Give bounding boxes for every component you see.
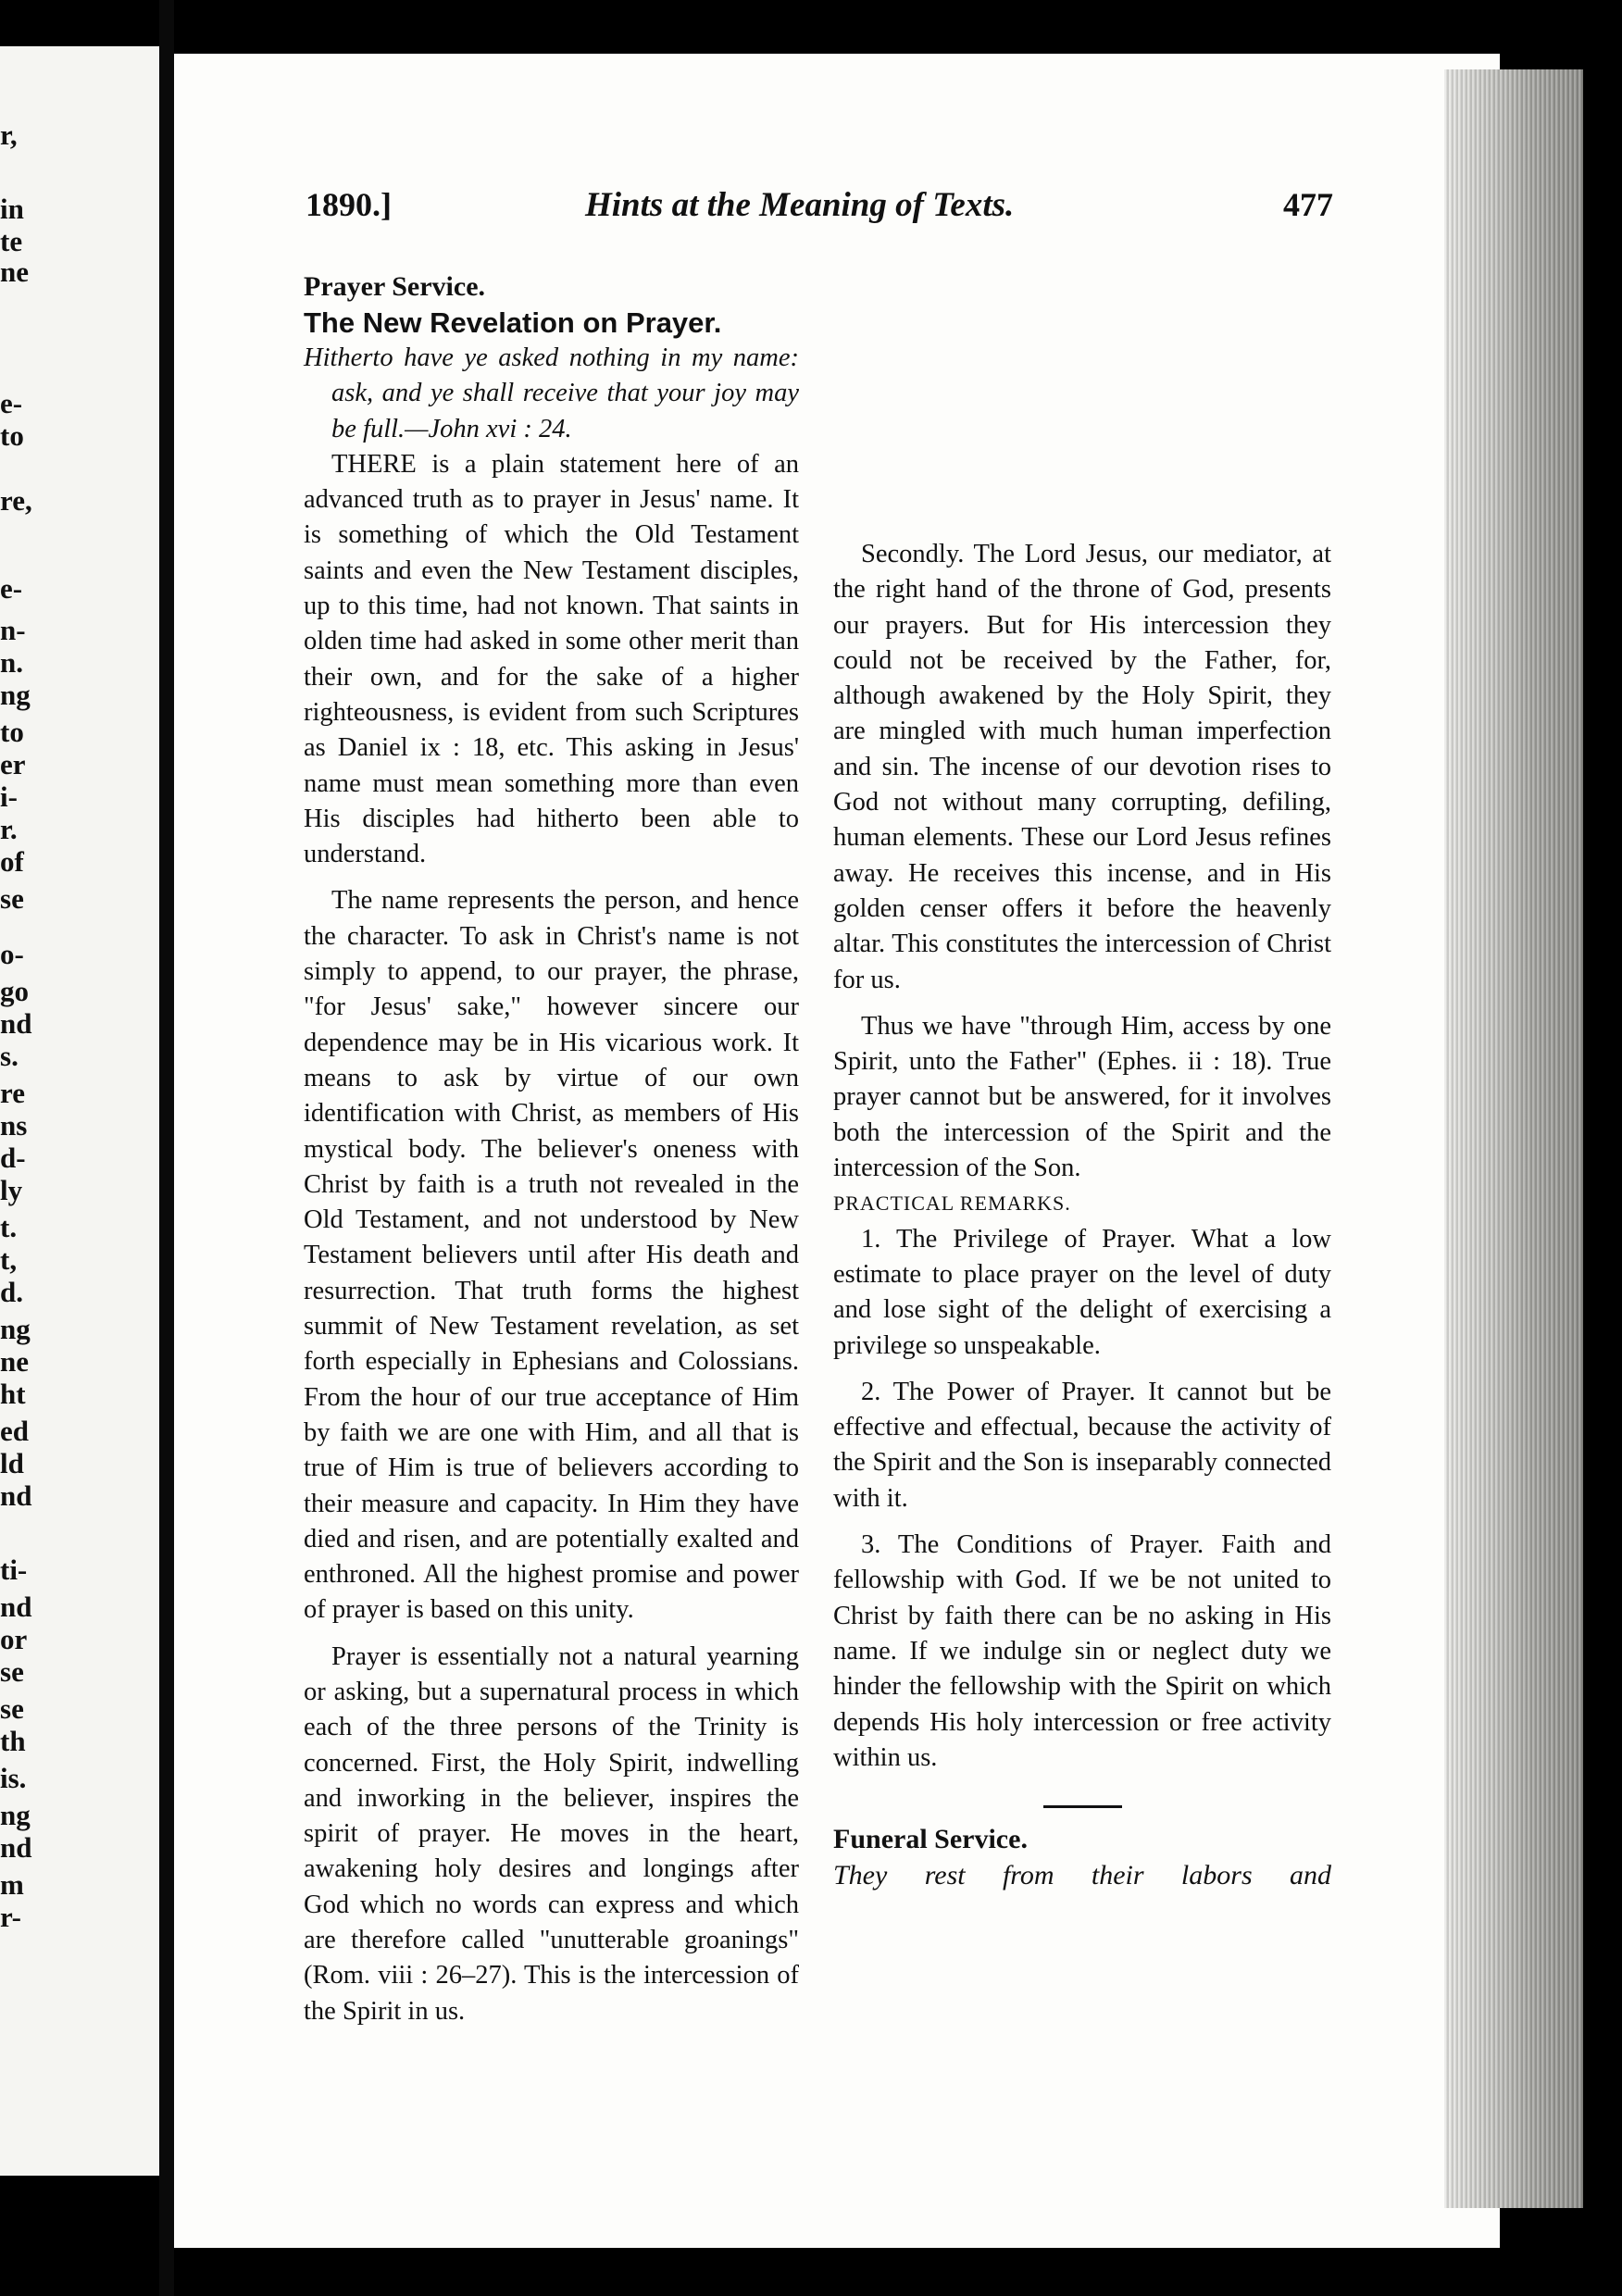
- page-number: 477: [1283, 186, 1333, 223]
- margin-fragment: m: [0, 1868, 24, 1901]
- margin-fragment: e-: [0, 387, 23, 419]
- margin-fragment: re,: [0, 484, 32, 517]
- paragraph-5: Thus we have "through Him, access by one Spirit, unto the Father" (Ephes. ii : 18). True prayer cannot but be answered, for it involves both the intercession of the Spirit and the intercession of the Son.: [833, 1011, 1331, 1183]
- margin-fragment: o-: [0, 938, 24, 970]
- margin-fragment: th: [0, 1725, 26, 1757]
- text-epigraph: Hitherto have ye asked nothing in my name: ask, and ye shall receive that your joy may be full.—John xvi : 24.: [304, 343, 799, 443]
- margin-fragment: or: [0, 1623, 28, 1655]
- margin-fragment: ng: [0, 679, 31, 711]
- margin-fragment: ne: [0, 1345, 29, 1378]
- practical-remarks-heading: PRACTICAL REMARKS.: [833, 1192, 1071, 1216]
- previous-page-edge: [0, 46, 162, 2176]
- margin-fragment: go: [0, 975, 29, 1007]
- running-header: [306, 185, 1333, 231]
- book-gutter: [159, 0, 174, 2296]
- paragraph-3: Prayer is essentially not a natural yearning or asking, but a supernatural process in which each of the three persons of the Trinity is concerned. First, the Holy Spirit, indwelling and inworking in the believer, inspires the spirit of prayer. He moves in the heart, awakening holy desires and longings after God which no words can express and which are therefore called "unutterable groanings" (Rom. viii : 26–27). This is the intercession of the Spirit in us.: [304, 1641, 799, 2026]
- margin-fragment: d.: [0, 1276, 23, 1308]
- margin-fragment: ed: [0, 1415, 29, 1447]
- margin-fragment: se: [0, 1692, 24, 1725]
- margin-fragment: is.: [0, 1762, 27, 1794]
- prayer-service-subtitle: The New Revelation on Prayer.: [304, 306, 722, 339]
- header-running-title: Hints at the Meaning of Texts.: [585, 186, 1015, 224]
- header-year: 1890.]: [306, 186, 392, 223]
- margin-fragment: ti-: [0, 1554, 28, 1586]
- margin-fragment: se: [0, 1655, 24, 1688]
- paragraph-1: THERE is a plain statement here of an advanced truth as to prayer in Jesus' name. It is something of which the Old Testament saints and even the New Testament disciples, up to this time, had not known. That saints in olden time had asked in some other merit than their own, and for the sake of a higher righteousness, is evident from such Scriptures as Daniel ix : 18, etc. This asking in Jesus' name must mean something more than even His disciples had hitherto been able to understand.: [304, 449, 799, 869]
- margin-fragment: nd: [0, 1007, 32, 1040]
- page-block-edge: [1444, 69, 1583, 2208]
- margin-fragment: of: [0, 845, 24, 878]
- margin-fragment: nd: [0, 1831, 32, 1864]
- margin-fragment: t.: [0, 1211, 18, 1243]
- margin-fragment: ns: [0, 1109, 28, 1142]
- margin-fragment: re: [0, 1077, 25, 1109]
- paragraph-4: Secondly. The Lord Jesus, our mediator, at the right hand of the throne of God, presents our prayers. But for His intercession they could not be received by the Father, for, although awakened by the Holy Spirit, they are mingled with much human imperfection and sin. The incense of our devotion rises to God not without many corrupting, defiling, human elements. These our Lord Jesus refines away. He receives this incense, and in His golden censer offers it before the heavenly altar. This constitutes the intercession of Christ for us.: [833, 540, 1331, 994]
- remark-2: 2. The Power of Prayer. It cannot but be effective and effectual, because the activity of the Spirit and the Son is inseparably connected with it.: [833, 1377, 1331, 1513]
- margin-fragment: to: [0, 419, 24, 452]
- prayer-service-title: Prayer Service.: [304, 271, 486, 302]
- margin-fragment: r.: [0, 813, 18, 845]
- margin-fragment: t,: [0, 1243, 18, 1276]
- margin-fragment: r-: [0, 1901, 21, 1933]
- margin-fragment: nd: [0, 1479, 32, 1512]
- right-column: [833, 268, 1331, 1893]
- margin-fragment: ng: [0, 1799, 31, 1831]
- margin-fragment: ng: [0, 1313, 31, 1345]
- margin-fragment: s.: [0, 1040, 19, 1072]
- margin-fragment: nd: [0, 1591, 32, 1623]
- funeral-epigraph: They rest from their labors and: [833, 1860, 1331, 1891]
- margin-fragment: ne: [0, 256, 29, 288]
- margin-fragment: er: [0, 748, 26, 780]
- margin-fragment: d-: [0, 1142, 26, 1174]
- margin-fragment: ht: [0, 1378, 26, 1410]
- paragraph-2: The name represents the person, and hence the character. To ask in Christ's name is not simply to append, to our prayer, the phrase, "for Jesus' sake," however sincere our dependence may be in His vicarious work. It means to ask by virtue of our own identification with Christ, as members of His mystical body. The believer's oneness with Christ by faith is a truth not revealed in the Old Testament, and not understood by New Testament believers until after His death and resurrection. That truth forms the highest summit of New Testament revelation, as set forth especially in Ephesians and Colossians. From the hour of our true acceptance of Him by faith we are one with Him, and all that is true of Him is true of believers according to their measure and capacity. In Him they have died and risen, and are potentially exalted and enthroned. All the highest promise and power of prayer is based on this unity.: [304, 886, 799, 1625]
- margin-fragment: ly: [0, 1174, 23, 1206]
- section-divider: [1043, 1805, 1122, 1808]
- margin-fragment: to: [0, 716, 24, 748]
- funeral-service-title: Funeral Service.: [833, 1824, 1028, 1855]
- margin-fragment: n-: [0, 614, 26, 646]
- margin-fragment: r,: [0, 119, 18, 151]
- margin-fragment: ld: [0, 1447, 24, 1479]
- remark-1: 1. The Privilege of Prayer. What a low estimate to place prayer on the level of duty and lose sight of the delight of exercising a privilege so unspeakable.: [833, 1224, 1331, 1360]
- margin-fragment: se: [0, 882, 24, 915]
- remark-3: 3. The Conditions of Prayer. Faith and fellowship with God. If we be not united to Christ by faith there can be no asking in His name. If we indulge sin or neglect duty we hinder the fellowship with the Spirit on which depends His holy intercession or free activity within us.: [833, 1530, 1331, 1772]
- margin-fragment: i-: [0, 780, 18, 813]
- margin-fragment: te: [0, 225, 23, 257]
- left-column: [304, 268, 799, 2026]
- margin-fragment: n.: [0, 646, 23, 679]
- margin-fragment: in: [0, 193, 24, 225]
- margin-fragment: e-: [0, 572, 23, 605]
